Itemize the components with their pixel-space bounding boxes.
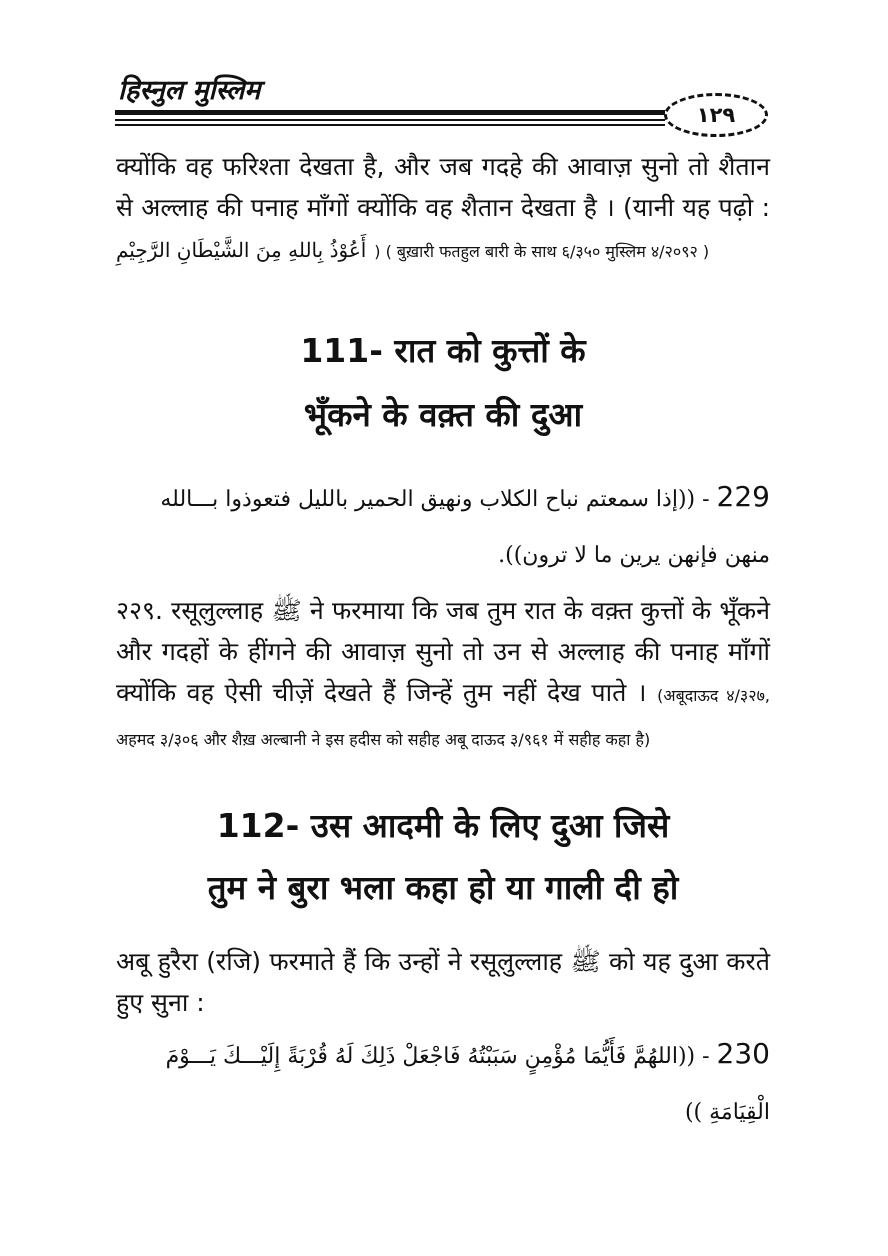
section-112-heading-line1: 112- उस आदमी के लिए दुआ जिसे bbox=[216, 806, 670, 845]
intro-paragraph bbox=[116, 146, 770, 272]
section-111-heading-line2: भूँकने के वक़्त की दुआ bbox=[303, 395, 583, 434]
section-111-heading bbox=[116, 323, 770, 442]
page-number-badge bbox=[664, 93, 768, 137]
header-rule-thin-lower bbox=[115, 124, 665, 126]
hadith-230-number: 230 bbox=[716, 1037, 770, 1070]
hadith-229-number: 229 bbox=[716, 480, 770, 513]
hadith-229-translation bbox=[116, 590, 770, 760]
header-rule-thin bbox=[115, 119, 665, 121]
section-112-heading bbox=[116, 798, 770, 915]
hadith-229-reference: (अबूदाऊद ४/३२७, अहमद ३/३०६ और शैख़ अल्बानी ने इस हदीस को सहीह अबू दाऊद ३/९६१ में सहीह कहा है) bbox=[116, 686, 770, 749]
page-number: ١٢٩ bbox=[696, 103, 736, 127]
hadith-229-arabic bbox=[116, 469, 770, 584]
intro-arabic: أَعُوْذُ بِاللهِ مِنَ الشَّيْطَانِ الرَّجِيْمِ bbox=[116, 238, 367, 262]
hadith-230-arabic bbox=[116, 1026, 770, 1141]
running-header-title: हिस्नुल मुस्लिम bbox=[118, 75, 261, 106]
intro-text: क्योंकि वह फरिश्ता देखता है, और जब गदहे की आवाज़ सुनो तो शैतान से अल्लाह की पनाह माँगों क्योंकि वह शैतान देखता है । (यानी यह पढ़ो : bbox=[116, 152, 770, 222]
hadith-229-translation-text: २२९. रसूलुल्लाह ﷺ ने फरमाया कि जब तुम रात के वक़्त कुत्तों के भूँकने और गदहों के हींगने की आवाज़ सुनो तो उन से अल्लाह की पनाह माँगों क्योंकि वह ऐसी चीज़ें देखते हैं जिन्हें तुम नहीं देख पाते । bbox=[116, 596, 770, 707]
header-rule-thick bbox=[115, 110, 665, 115]
hadith-230-intro: अबू हुरैरा (रजि) फरमाते हैं कि उन्हों ने रसूलुल्लाह ﷺ को यह दुआ करते हुए सुना : bbox=[116, 947, 770, 1017]
intro-reference: ) ( बुख़ारी फतहुल बारी के साथ ६/३५० मुस्लिम ४/२०९२ ) bbox=[374, 242, 710, 261]
section-111-heading-line1: 111- रात को कुत्तों के bbox=[300, 331, 586, 370]
hadith-229-arabic-text: - ((إذا سمعتم نباح الكلاب ونهيق الحمير بالليل فتعوذوا بـــالله منهن فإنهن يرين ما لا ترون)). bbox=[160, 487, 770, 568]
hadith-230-arabic-text: - ((اللهُمَّ فَأَيُّمَا مُؤْمِنٍ سَبَبْتُهُ فَاجْعَلْ ذَلِكَ لَهُ قُرْبَةً إِلَيْـــكَ يَـــوْمَ الْقِيَامَةِ )) bbox=[165, 1044, 770, 1125]
section-112-heading-line2: तुम ने बुरा भला कहा हो या गाली दी हो bbox=[207, 868, 679, 907]
